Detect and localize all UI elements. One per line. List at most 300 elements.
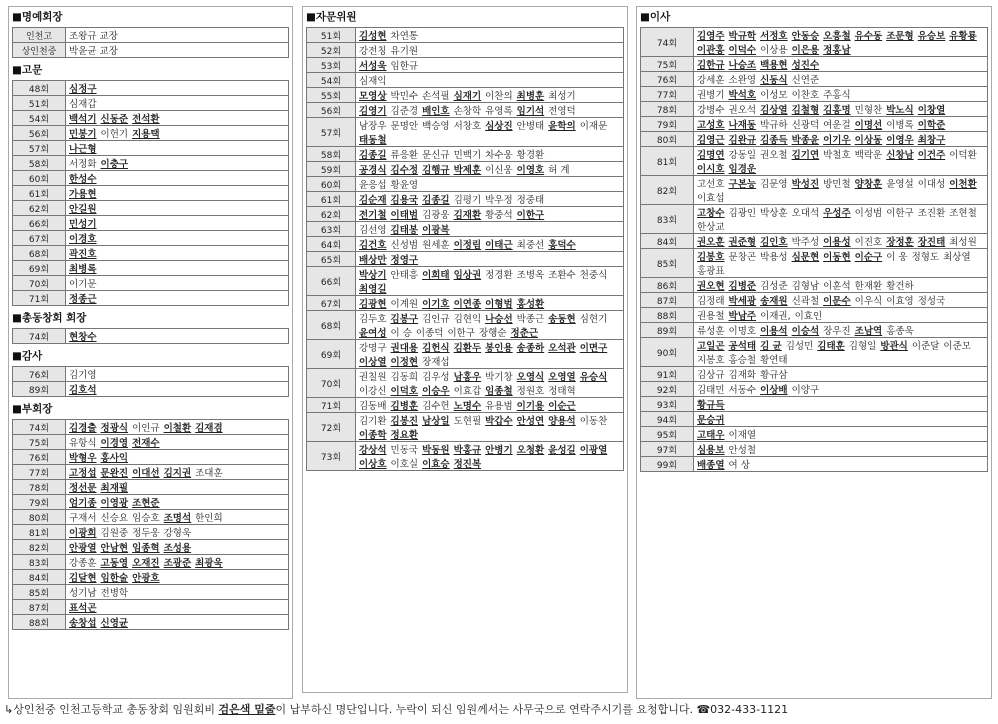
member-name: 권준형 [728, 237, 757, 248]
member-name: 정두웅 [132, 528, 160, 539]
member-names [356, 207, 624, 222]
class-label: 66회 [307, 267, 356, 296]
member-name: 강세훈 [697, 75, 725, 86]
member-name: 오영열 [548, 372, 576, 383]
member-name: 장정훈 [886, 237, 914, 248]
table-row [13, 495, 289, 510]
member-name: 권칠원 [359, 372, 387, 383]
table-row [13, 420, 289, 435]
class-label: 87회 [13, 600, 66, 615]
table-row [641, 205, 988, 234]
member-names [66, 367, 289, 382]
member-names [356, 442, 624, 471]
member-name: 문신규 [422, 150, 450, 161]
member-names [356, 147, 624, 162]
member-name: 김태봉 [390, 225, 419, 236]
member-name: 오재진 [132, 558, 160, 569]
member-name: 이찬호 [791, 90, 820, 101]
member-name: 민동국 [390, 445, 419, 456]
member-name: 이상동 [854, 135, 883, 146]
table-row [13, 141, 289, 156]
member-name: 이상용 [760, 45, 788, 56]
member-names [694, 205, 988, 234]
roster-table [12, 80, 289, 306]
table-row [641, 323, 988, 338]
member-name: 김봉진 [390, 416, 419, 427]
member-name: 홍사익 [100, 453, 129, 464]
class-label: 86회 [641, 278, 694, 293]
table-row [307, 118, 624, 147]
table-row [13, 585, 289, 600]
member-name: 김건호 [359, 240, 387, 251]
class-label: 74회 [13, 329, 66, 344]
class-label: 74회 [13, 420, 66, 435]
member-name: 이신웅 [485, 165, 513, 176]
member-name: 임상권 [453, 270, 482, 281]
member-names [694, 249, 988, 278]
member-name: 이승우 [422, 386, 450, 397]
member-name: 이성범 [854, 208, 883, 219]
member-names [66, 510, 289, 525]
member-name: 곽진호 [69, 249, 97, 260]
class-label: 81회 [13, 525, 66, 540]
member-name: 김철형 [791, 105, 820, 116]
member-name: 이종덕 [415, 328, 444, 339]
member-name: 이경영 [100, 438, 129, 449]
member-name: 이창열 [917, 105, 946, 116]
table-row [307, 88, 624, 103]
class-label: 84회 [641, 234, 694, 249]
member-name: 이시호 [697, 164, 725, 175]
member-name: 조현철 [949, 208, 977, 219]
member-name: 오청환 [516, 445, 545, 456]
member-name: 김환두 [453, 343, 482, 354]
member-names [66, 291, 289, 306]
member-name: 이용석 [760, 326, 788, 337]
member-name: 문명안 [390, 121, 419, 132]
class-label: 90회 [641, 338, 694, 367]
member-name: 이준모 [943, 341, 971, 352]
table-row [13, 231, 289, 246]
member-name: 도현필 [453, 416, 482, 427]
member-name: 봉인용 [485, 343, 513, 354]
class-label: 56회 [13, 126, 66, 141]
member-name: 박홍규 [453, 445, 482, 456]
member-name: 김행규 [422, 165, 450, 176]
panel-middle [302, 6, 628, 693]
member-name: 안병태 [516, 121, 545, 132]
member-name: 이강신 [359, 386, 387, 397]
member-name: 이정림 [453, 240, 482, 251]
member-name: 오흥철 [823, 31, 851, 42]
class-label: 54회 [13, 111, 66, 126]
member-name: 윤영설 [886, 179, 914, 190]
member-name: 박용성 [760, 252, 788, 263]
member-name: 차연통 [390, 31, 419, 42]
class-label: 58회 [13, 156, 66, 171]
member-name: 김순재 [359, 195, 387, 206]
member-name: 서동수 [728, 385, 757, 396]
class-label: 65회 [307, 252, 356, 267]
table-row [641, 72, 988, 87]
table-row [307, 311, 624, 340]
table-row [641, 293, 988, 308]
member-name: 김형남 [791, 281, 820, 292]
class-label: 63회 [307, 222, 356, 237]
member-name: 이명호 [728, 326, 757, 337]
member-name: 신연준 [791, 75, 820, 86]
member-name: 백락운 [854, 150, 883, 161]
member-name: 박규학 [728, 31, 757, 42]
class-label: 73회 [307, 442, 356, 471]
member-name: 지봉호 [697, 355, 725, 366]
member-name: 문승귀 [697, 415, 725, 426]
member-names [66, 231, 289, 246]
member-name: 양용석 [548, 416, 576, 427]
member-names [694, 57, 988, 72]
member-name: 민성기 [69, 219, 97, 230]
table-row [13, 450, 289, 465]
member-name: 구재서 [69, 513, 97, 524]
member-names [66, 28, 289, 43]
table-row [13, 216, 289, 231]
member-name: 김우성 [422, 372, 450, 383]
member-name: 김지권 [163, 468, 192, 479]
member-name: 김인규 [422, 314, 450, 325]
member-name: 안광열 [69, 543, 97, 554]
table-row [641, 442, 988, 457]
member-names [66, 156, 289, 171]
member-name: 이동찬 [579, 416, 608, 427]
member-names [694, 28, 988, 57]
class-label: 68회 [13, 246, 66, 261]
table-row [641, 132, 988, 147]
member-name: 이기호 [422, 299, 450, 310]
member-name: 이상호 [359, 459, 387, 470]
member-name: 김완규 [728, 135, 757, 146]
table-row [13, 435, 289, 450]
table-row [641, 382, 988, 397]
member-name: 임종철 [485, 386, 513, 397]
member-names [66, 495, 289, 510]
member-name: 한인희 [195, 513, 223, 524]
member-name: 정태혁 [548, 386, 576, 397]
member-name: 박철호 [823, 150, 851, 161]
class-label: 75회 [13, 435, 66, 450]
member-name: 이헌기 [100, 129, 129, 140]
member-name: 이철환 [163, 423, 192, 434]
member-name: 이기우 [823, 135, 851, 146]
member-name: 여운걸 [823, 120, 851, 131]
member-name: 장우진 [823, 326, 851, 337]
member-name: 정원호 [516, 386, 545, 397]
member-names [694, 397, 988, 412]
class-label: 52회 [307, 43, 356, 58]
table-row [641, 249, 988, 278]
member-names [694, 278, 988, 293]
member-name: 민봉기 [69, 129, 97, 140]
footer-after: 이 납부하신 명단입니다. 누락이 되신 임원께서는 사무국으로 연락주시기를 요청합니다. ☎032-433-1121 [275, 703, 789, 716]
member-name: 이상열 [359, 357, 387, 368]
member-name: 이훈석 [823, 281, 851, 292]
class-label: 71회 [307, 398, 356, 413]
table-row [307, 58, 624, 73]
member-names [66, 141, 289, 156]
class-label: 77회 [13, 465, 66, 480]
member-name: 이계원 [390, 299, 419, 310]
table-row [13, 367, 289, 382]
member-name: 고선호 [697, 179, 725, 190]
member-name: 이명선 [854, 120, 883, 131]
member-name: 박주성 [791, 237, 820, 248]
member-name: 박형우 [69, 453, 97, 464]
member-name: 김종길 [359, 150, 387, 161]
member-name: 조명석 [163, 513, 192, 524]
member-name: 이영광 [100, 498, 129, 509]
table-row [641, 412, 988, 427]
member-names [356, 43, 624, 58]
member-name: 송재원 [760, 296, 788, 307]
section-title: ■감사 [12, 350, 43, 362]
member-names [66, 81, 289, 96]
member-name: 김종길 [422, 195, 450, 206]
table-row [307, 398, 624, 413]
table-row [13, 261, 289, 276]
member-names [694, 87, 988, 102]
class-label: 57회 [13, 141, 66, 156]
member-name: 강상석 [359, 445, 387, 456]
member-name: 이충구 [100, 159, 129, 170]
member-names [66, 382, 289, 397]
member-name: 김재겸 [195, 423, 223, 434]
table-row [307, 340, 624, 369]
member-name: 유영록 [485, 106, 513, 117]
member-name: 김인호 [760, 237, 788, 248]
class-label: 51회 [13, 96, 66, 111]
member-names [66, 465, 289, 480]
member-name: 권병기 [697, 90, 725, 101]
member-name: 황건하 [886, 281, 914, 292]
member-name: 최영길 [359, 284, 387, 295]
member-names [66, 96, 289, 111]
table-row [13, 246, 289, 261]
member-name: 김 균 [760, 341, 782, 352]
member-name: 정선문 [69, 483, 97, 494]
member-name: 배상만 [359, 255, 387, 266]
member-name: 최창구 [917, 135, 946, 146]
member-names [66, 585, 289, 600]
member-name: 심정구 [69, 84, 97, 95]
member-name: 정진복 [453, 459, 482, 470]
table-row [13, 201, 289, 216]
member-names [694, 308, 988, 323]
member-names [66, 276, 289, 291]
member-name: 김광현 [359, 299, 387, 310]
member-name: 나재동 [728, 120, 757, 131]
member-name: 박갑수 [485, 416, 513, 427]
member-names [356, 237, 624, 252]
member-name: 배인호 [422, 106, 450, 117]
member-name: 이성모 [760, 90, 788, 101]
member-name: 문완진 [100, 468, 129, 479]
member-name: 김수정 [390, 165, 419, 176]
member-name: 조남역 [854, 326, 883, 337]
table-row [307, 296, 624, 311]
member-name: 박성진 [791, 179, 820, 190]
class-label: 74회 [641, 28, 694, 57]
table-row [641, 28, 988, 57]
member-name: 신성범 [390, 240, 419, 251]
class-label: 70회 [13, 276, 66, 291]
member-name: 이학준 [917, 120, 946, 131]
table-row [307, 103, 624, 118]
member-name: 장재섭 [422, 357, 450, 368]
class-label: 76회 [641, 72, 694, 87]
class-label: 84회 [13, 570, 66, 585]
table-row [307, 442, 624, 471]
class-label: 60회 [307, 177, 356, 192]
member-name: 김평기 [453, 195, 482, 206]
member-names [694, 147, 988, 176]
table-row [641, 397, 988, 412]
member-names [66, 126, 289, 141]
member-name: 문창곤 [728, 252, 757, 263]
table-row [13, 276, 289, 291]
table-row [13, 615, 289, 630]
member-name: 이인규 [132, 423, 160, 434]
member-name: 박기창 [485, 372, 513, 383]
class-label: 97회 [641, 442, 694, 457]
class-label: 60회 [13, 171, 66, 186]
member-name: 전석환 [132, 114, 160, 125]
member-name: 김재환 [453, 210, 482, 221]
member-names [356, 340, 624, 369]
member-name: 정홍남 [823, 45, 851, 56]
member-name: 안성연 [516, 416, 545, 427]
member-name: 남장우 [359, 121, 387, 132]
member-name: 김성현 [359, 31, 387, 42]
member-name: 이영우 [886, 135, 914, 146]
member-name: 성진수 [791, 60, 820, 71]
table-row [13, 81, 289, 96]
member-name: 황연태 [760, 355, 788, 366]
table-row [307, 147, 624, 162]
member-name: 심재익 [359, 76, 387, 87]
roster-table [12, 419, 289, 630]
table-row [641, 427, 988, 442]
class-label: 87회 [641, 293, 694, 308]
member-name: 이기문 [69, 279, 97, 290]
class-label: 66회 [13, 216, 66, 231]
table-row [641, 176, 988, 205]
member-name: 이연종 [453, 299, 482, 310]
member-name: 황규득 [697, 400, 725, 411]
member-name: 이동현 [823, 252, 851, 263]
member-name: 최성기 [548, 91, 576, 102]
table-row [13, 96, 289, 111]
member-name: 장진태 [917, 237, 946, 248]
member-name: 신곽철 [791, 296, 820, 307]
class-label: 62회 [307, 207, 356, 222]
member-names [694, 323, 988, 338]
member-name: 소완영 [728, 75, 757, 86]
roster-table [12, 27, 289, 58]
class-label: 68회 [307, 311, 356, 340]
member-names [356, 162, 624, 177]
member-name: 공경식 [359, 165, 387, 176]
member-names [66, 201, 289, 216]
member-names [356, 252, 624, 267]
member-name: 권오훈 [697, 237, 725, 248]
member-name: 조병옥 [516, 270, 545, 281]
class-label: 95회 [641, 427, 694, 442]
member-name: 이효인 [794, 311, 823, 322]
member-name: 성기남 [69, 588, 97, 599]
roster-table [12, 366, 289, 397]
section-title: ■자문위원 [306, 11, 357, 23]
member-name: 황경환 [516, 150, 545, 161]
member-name: 박동원 [422, 445, 450, 456]
member-name: 최병록 [69, 264, 97, 275]
class-label: 82회 [641, 176, 694, 205]
class-label: 58회 [307, 147, 356, 162]
member-name: 이광희 [69, 528, 97, 539]
member-name: 박노식 [886, 105, 914, 116]
member-names [356, 192, 624, 207]
member-name: 김달현 [69, 573, 97, 584]
table-row [307, 267, 624, 296]
member-name: 주홍식 [823, 90, 851, 101]
class-label: 75회 [641, 57, 694, 72]
class-label: 89회 [13, 382, 66, 397]
table-row [307, 43, 624, 58]
member-name: 장행순 [478, 328, 507, 339]
table-row [307, 207, 624, 222]
member-name: 심문현 [791, 252, 820, 263]
member-name: 김영근 [697, 135, 725, 146]
class-label: 53회 [307, 58, 356, 73]
member-name: 김수헌 [422, 401, 450, 412]
member-name: 원세훈 [422, 240, 450, 251]
member-name: 권대용 [390, 343, 419, 354]
class-label: 69회 [13, 261, 66, 276]
member-name: 김동배 [359, 401, 387, 412]
member-name: 김성민 [785, 341, 814, 352]
class-label: 92회 [641, 382, 694, 397]
member-name: 심재갑 [69, 99, 97, 110]
member-name: 최병훈 [516, 91, 545, 102]
member-name: 김재화 [728, 370, 757, 381]
member-name: 유항식 [69, 438, 97, 449]
table-row [641, 367, 988, 382]
member-name: 강종훈 [69, 558, 97, 569]
member-names [694, 382, 988, 397]
member-name: 김선영 [359, 225, 387, 236]
member-name: 조진환 [917, 208, 946, 219]
class-label: 82회 [13, 540, 66, 555]
member-name: 조문형 [886, 31, 914, 42]
table-row [641, 457, 988, 472]
class-label: 67회 [13, 231, 66, 246]
member-name: 손석필 [422, 91, 450, 102]
member-name: 남상일 [422, 416, 450, 427]
member-name: 김원중 [100, 528, 129, 539]
member-name: 임경운 [728, 164, 757, 175]
table-row [641, 308, 988, 323]
member-name: 이덕호 [390, 386, 419, 397]
member-name: 윤응섭 [359, 180, 387, 191]
member-name: 이대성 [917, 179, 946, 190]
